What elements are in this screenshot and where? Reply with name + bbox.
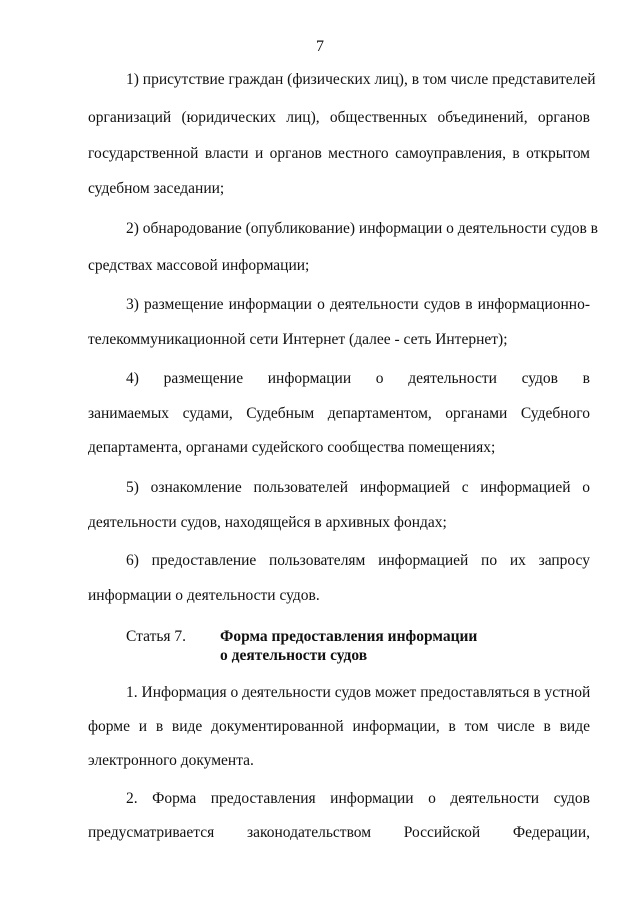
paragraph-3-line-2: телекоммуникационной сети Интернет (далее - сеть Интернет); [88, 331, 508, 348]
paragraph-6-line-2: информации о деятельности судов. [88, 587, 320, 604]
paragraph-1-line-4: судебном заседании; [88, 180, 225, 197]
article-title-line-2: о деятельности судов [220, 647, 368, 664]
article-paragraph-1-line-2: форме и в виде документированной информации, в том числе в виде [88, 718, 590, 735]
article-paragraph-1-line-3: электронного документа. [88, 752, 254, 769]
article-title-line-1: Форма предоставления информации [220, 628, 478, 645]
paragraph-1-line-1: 1) присутствие граждан (физических лиц), в том числе представителей [126, 71, 596, 88]
paragraph-4-line-1: 4) размещение информации о деятельности судов в [126, 370, 590, 387]
article-paragraph-1-line-1: 1. Информация о деятельности судов может предоставляться в устной [126, 684, 591, 701]
paragraph-2-line-2: средствах массовой информации; [88, 257, 310, 274]
paragraph-1-line-3: государственной власти и органов местного самоуправления, в открытом [88, 145, 590, 162]
paragraph-4-line-3: департамента, органами судейского сообщества помещениях; [88, 439, 496, 456]
paragraph-2-line-1: 2) обнародование (опубликование) информации о деятельности судов в [126, 220, 598, 237]
article-paragraph-2-line-2: предусматривается законодательством Российской Федерации, [88, 824, 590, 841]
paragraph-3-line-1: 3) размещение информации о деятельности судов в информационно- [126, 296, 590, 313]
article-paragraph-2-line-1: 2. Форма предоставления информации о деятельности судов [126, 790, 590, 807]
paragraph-6-line-1: 6) предоставление пользователям информацией по их запросу [126, 552, 590, 569]
paragraph-5-line-1: 5) ознакомление пользователей информацией с информацией о [126, 479, 590, 496]
page-number: 7 [316, 38, 324, 55]
article-label: Статья 7. [126, 628, 187, 645]
paragraph-1-line-2: организаций (юридических лиц), общественных объединений, органов [88, 109, 590, 126]
paragraph-5-line-2: деятельности судов, находящейся в архивных фондах; [88, 514, 447, 531]
paragraph-4-line-2: занимаемых судами, Судебным департаментом, органами Судебного [88, 405, 590, 422]
